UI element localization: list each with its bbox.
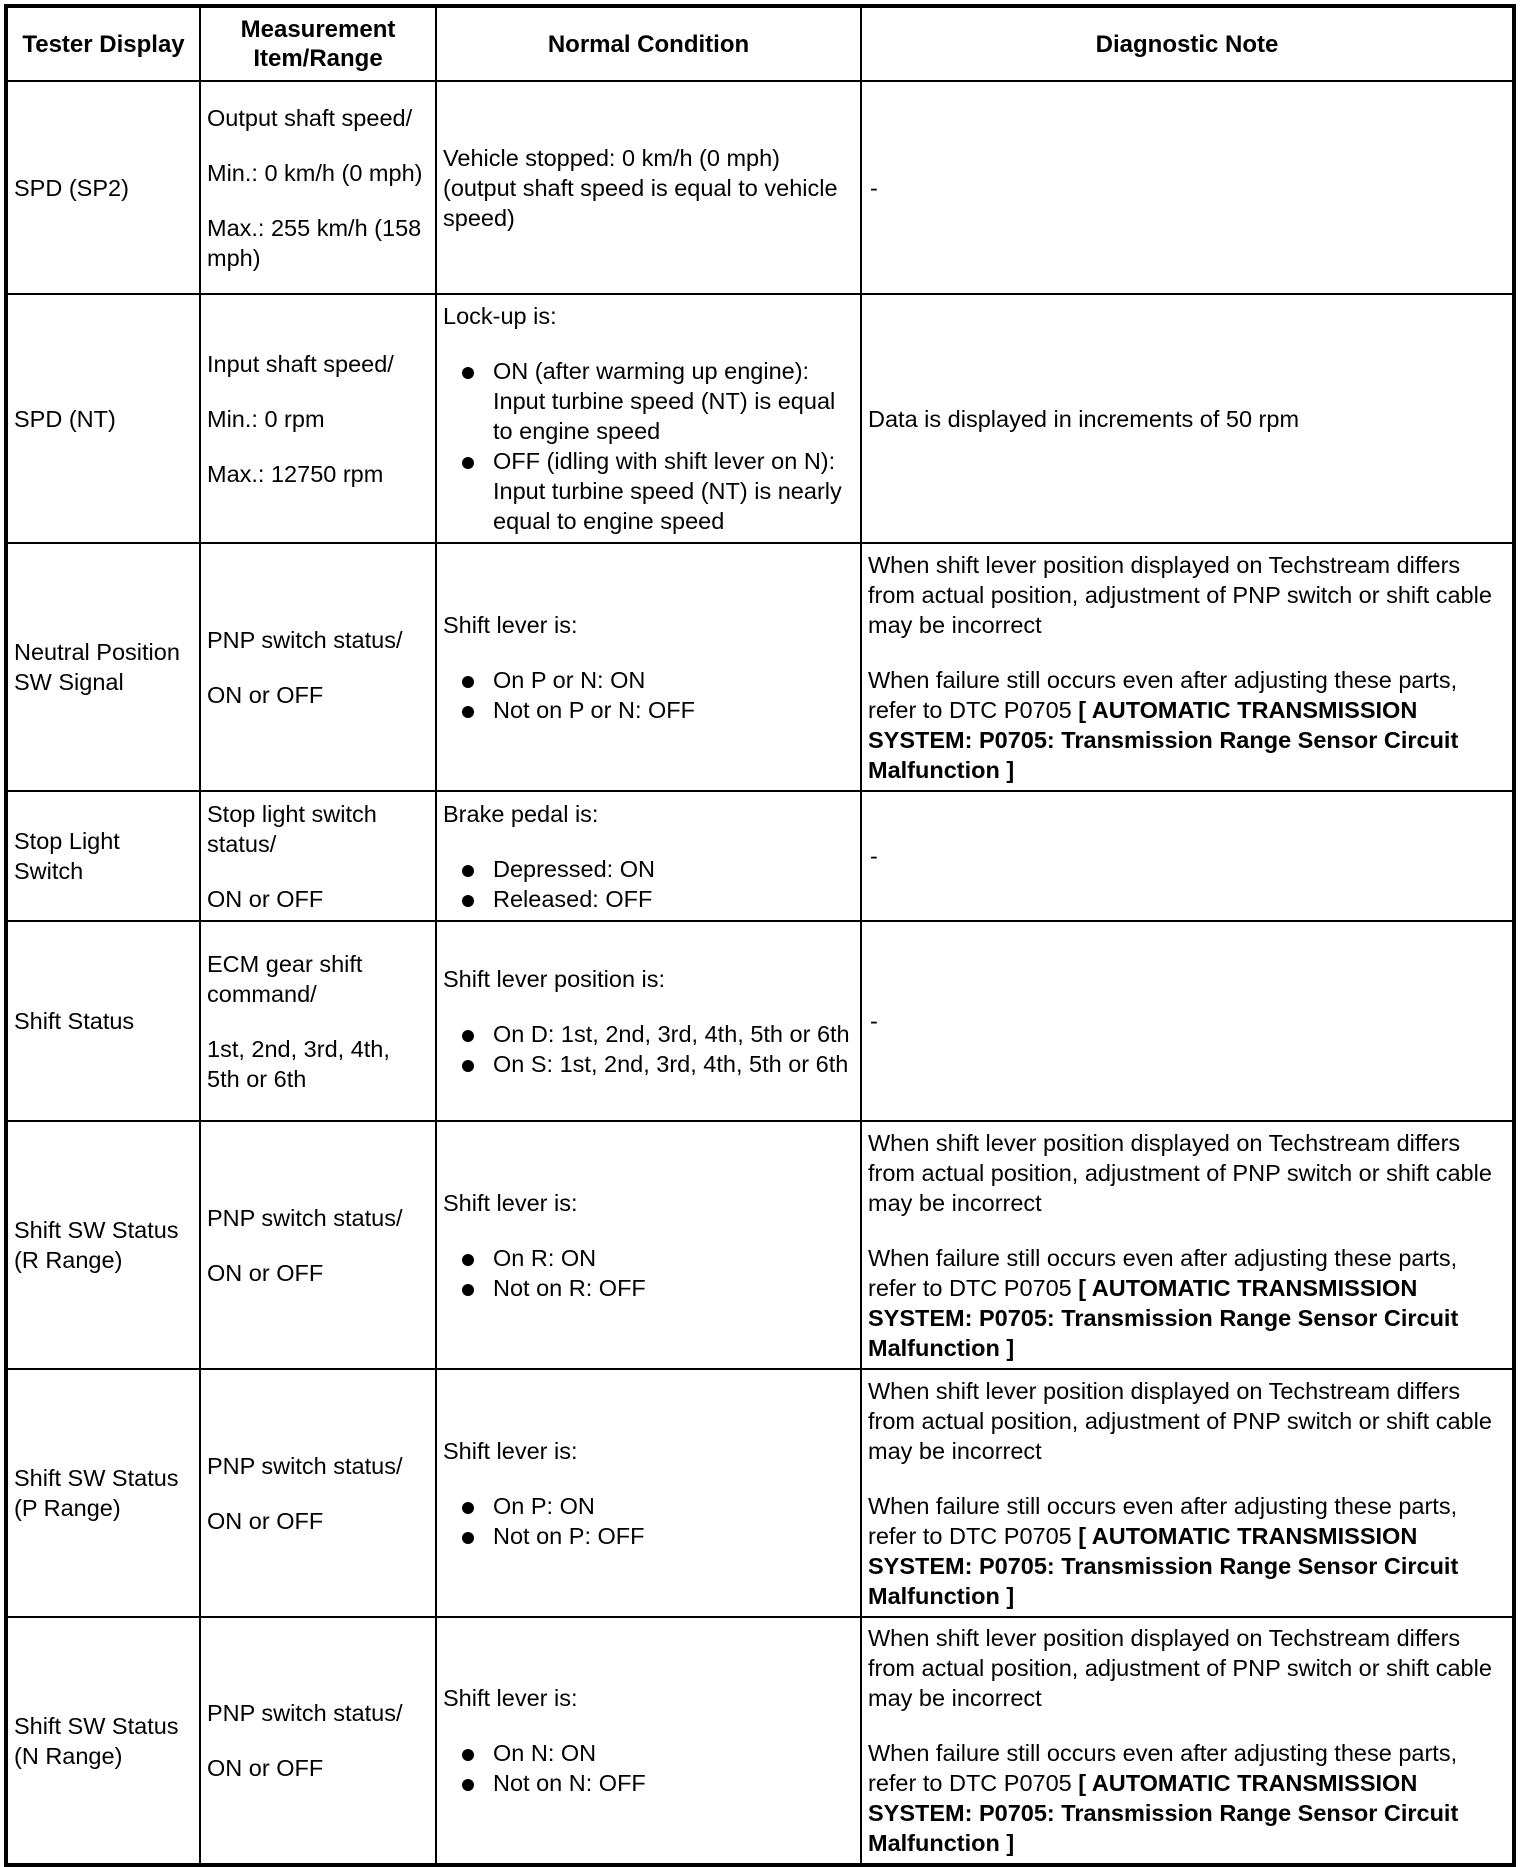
data-list-table: [4, 4, 1516, 1867]
measurement-line: PNP switch status/: [207, 1452, 403, 1479]
measurement-cell: [200, 921, 436, 1121]
tester-display-cell: SPD (SP2): [6, 81, 200, 294]
normal-condition-list: [443, 1738, 854, 1798]
measurement-cell: [200, 791, 436, 921]
diagnostic-note-refer-text: When failure still occurs even after adjusting these parts, refer to DTC P0705: [868, 1492, 1458, 1549]
list-item: Released: OFF: [443, 884, 854, 914]
tester-display-cell: Shift SW Status (P Range): [6, 1369, 200, 1617]
measurement-line: PNP switch status/: [207, 1700, 403, 1726]
header-diagnostic-note: Diagnostic Note: [861, 6, 1514, 81]
tester-display-cell: SPD (NT): [6, 294, 200, 543]
normal-condition-cell: [436, 921, 861, 1121]
diagnostic-note-followup: [868, 1491, 1506, 1611]
measurement-line: PNP switch status/: [207, 1204, 403, 1231]
measurement-cell: [200, 1369, 436, 1617]
diagnostic-note-text: When shift lever position displayed on Techstream differs from actual position, adjustment of PNP switch or shift cable may be incorrect: [868, 1129, 1492, 1216]
normal-condition-cell: [436, 1617, 861, 1865]
diagnostic-note-followup: [868, 665, 1506, 785]
table-row: [6, 1369, 1514, 1617]
measurement-line: 1st, 2nd, 3rd, 4th, 5th or 6th: [207, 1035, 390, 1092]
tester-display-cell: Shift SW Status (N Range): [6, 1617, 200, 1865]
measurement-cell: [200, 1121, 436, 1369]
dtc-reference-link[interactable]: [ AUTOMATIC TRANSMISSION SYSTEM: P0705: Transmission Range Sensor Circuit Malfunction ]: [868, 1522, 1459, 1609]
measurement-cell: [200, 1617, 436, 1865]
dtc-reference-link[interactable]: [ AUTOMATIC TRANSMISSION SYSTEM: P0705: Transmission Range Sensor Circuit Malfunction ]: [868, 696, 1459, 783]
diagnostic-note-text: When shift lever position displayed on Techstream differs from actual position, adjustment of PNP switch or shift cable may be incorrect: [868, 551, 1492, 638]
diagnostic-note-cell: [861, 1617, 1514, 1865]
diagnostic-note-text: When shift lever position displayed on Techstream differs from actual position, adjustment of PNP switch or shift cable may be incorrect: [868, 1625, 1492, 1711]
table-row: [6, 1121, 1514, 1369]
table-row: [6, 921, 1514, 1121]
diagnostic-note-followup: [868, 1243, 1506, 1363]
measurement-line: ON or OFF: [207, 681, 324, 708]
table-row: [6, 791, 1514, 921]
table-row: [6, 81, 1514, 294]
table-body: [6, 81, 1514, 1865]
list-item: On P or N: ON: [443, 665, 854, 695]
measurement-line: Input shaft speed/: [207, 350, 394, 377]
list-item: Not on P or N: OFF: [443, 695, 854, 725]
diagnostic-note-cell: [861, 543, 1514, 791]
data-list-sheet: [4, 4, 1512, 1867]
measurement-line: Max.: 255 km/h (158 mph): [207, 214, 422, 271]
list-item: ON (after warming up engine): Input turbine speed (NT) is equal to engine speed: [443, 356, 854, 446]
normal-condition-intro: Shift lever position is:: [443, 965, 666, 992]
diagnostic-note-text: When shift lever position displayed on Techstream differs from actual position, adjustment of PNP switch or shift cable may be incorrect: [868, 1377, 1492, 1464]
measurement-line: ON or OFF: [207, 1259, 324, 1286]
diagnostic-note-text: -: [870, 843, 878, 869]
normal-condition-list: [443, 1019, 854, 1079]
list-item: On D: 1st, 2nd, 3rd, 4th, 5th or 6th: [443, 1019, 854, 1049]
diagnostic-note-followup: [868, 1738, 1506, 1858]
diagnostic-note-refer-text: When failure still occurs even after adjusting these parts, refer to DTC P0705: [868, 1244, 1458, 1301]
normal-condition-cell: [436, 543, 861, 791]
normal-condition-intro: Brake pedal is:: [443, 800, 599, 827]
table-row: [6, 294, 1514, 543]
normal-condition-list: [443, 1491, 854, 1551]
diagnostic-note-text: Data is displayed in increments of 50 rpm: [868, 405, 1300, 432]
dtc-reference-link[interactable]: [ AUTOMATIC TRANSMISSION SYSTEM: P0705: Transmission Range Sensor Circuit Malfunction ]: [868, 1770, 1459, 1856]
list-item: On N: ON: [443, 1738, 854, 1768]
list-item: On P: ON: [443, 1491, 854, 1521]
tester-display-cell: Shift Status: [6, 921, 200, 1121]
normal-condition-list: [443, 854, 854, 914]
normal-condition-cell: [436, 791, 861, 921]
list-item: Not on N: OFF: [443, 1768, 854, 1798]
table-row: [6, 543, 1514, 791]
normal-condition-cell: [436, 81, 861, 294]
measurement-cell: [200, 294, 436, 543]
diagnostic-note-text: -: [870, 174, 878, 201]
normal-condition-intro: Vehicle stopped: 0 km/h (0 mph) (output shaft speed is equal to vehicle speed): [443, 144, 838, 231]
tester-display-cell: Shift SW Status (R Range): [6, 1121, 200, 1369]
diagnostic-note-cell: [861, 791, 1514, 921]
normal-condition-cell: [436, 1369, 861, 1617]
tester-display-cell: Neutral Position SW Signal: [6, 543, 200, 791]
normal-condition-intro: Lock-up is:: [443, 303, 557, 329]
normal-condition-intro: Shift lever is:: [443, 1189, 578, 1216]
list-item: Not on P: OFF: [443, 1521, 854, 1551]
measurement-line: ON or OFF: [207, 1507, 324, 1534]
measurement-line: ON or OFF: [207, 1755, 324, 1781]
measurement-cell: [200, 81, 436, 294]
measurement-line: Output shaft speed/: [207, 104, 413, 131]
diagnostic-note-cell: [861, 294, 1514, 543]
measurement-line: Min.: 0 rpm: [207, 405, 325, 432]
table-row: [6, 1617, 1514, 1865]
tester-display-cell: Stop Light Switch: [6, 791, 200, 921]
list-item: OFF (idling with shift lever on N): Input turbine speed (NT) is nearly equal to engine speed: [443, 446, 854, 536]
measurement-line: Stop light switch status/: [207, 800, 377, 857]
dtc-reference-link[interactable]: [ AUTOMATIC TRANSMISSION SYSTEM: P0705: Transmission Range Sensor Circuit Malfunction ]: [868, 1274, 1459, 1361]
measurement-line: ON or OFF: [207, 885, 324, 912]
normal-condition-list: [443, 665, 854, 725]
diagnostic-note-refer-text: When failure still occurs even after adjusting these parts, refer to DTC P0705: [868, 1740, 1458, 1796]
normal-condition-intro: Shift lever is:: [443, 1437, 578, 1464]
normal-condition-list: [443, 1243, 854, 1303]
measurement-cell: [200, 543, 436, 791]
diagnostic-note-refer-text: When failure still occurs even after adjusting these parts, refer to DTC P0705: [868, 666, 1458, 723]
list-item: On R: ON: [443, 1243, 854, 1273]
normal-condition-cell: [436, 294, 861, 543]
table-header-row: [6, 6, 1514, 81]
measurement-line: PNP switch status/: [207, 626, 403, 653]
header-tester-display: Tester Display: [6, 6, 200, 81]
normal-condition-intro: Shift lever is:: [443, 1685, 578, 1711]
measurement-line: Max.: 12750 rpm: [207, 460, 384, 487]
normal-condition-cell: [436, 1121, 861, 1369]
diagnostic-note-cell: [861, 81, 1514, 294]
diagnostic-note-cell: [861, 921, 1514, 1121]
diagnostic-note-cell: [861, 1369, 1514, 1617]
diagnostic-note-text: -: [870, 1008, 878, 1034]
header-normal-condition: Normal Condition: [436, 6, 861, 81]
normal-condition-intro: Shift lever is:: [443, 611, 578, 638]
header-measurement: Measurement Item/Range: [200, 6, 436, 81]
measurement-line: Min.: 0 km/h (0 mph): [207, 159, 423, 186]
normal-condition-list: [443, 356, 854, 536]
list-item: Not on R: OFF: [443, 1273, 854, 1303]
list-item: Depressed: ON: [443, 854, 854, 884]
diagnostic-note-cell: [861, 1121, 1514, 1369]
measurement-line: ECM gear shift command/: [207, 950, 363, 1007]
list-item: On S: 1st, 2nd, 3rd, 4th, 5th or 6th: [443, 1049, 854, 1079]
